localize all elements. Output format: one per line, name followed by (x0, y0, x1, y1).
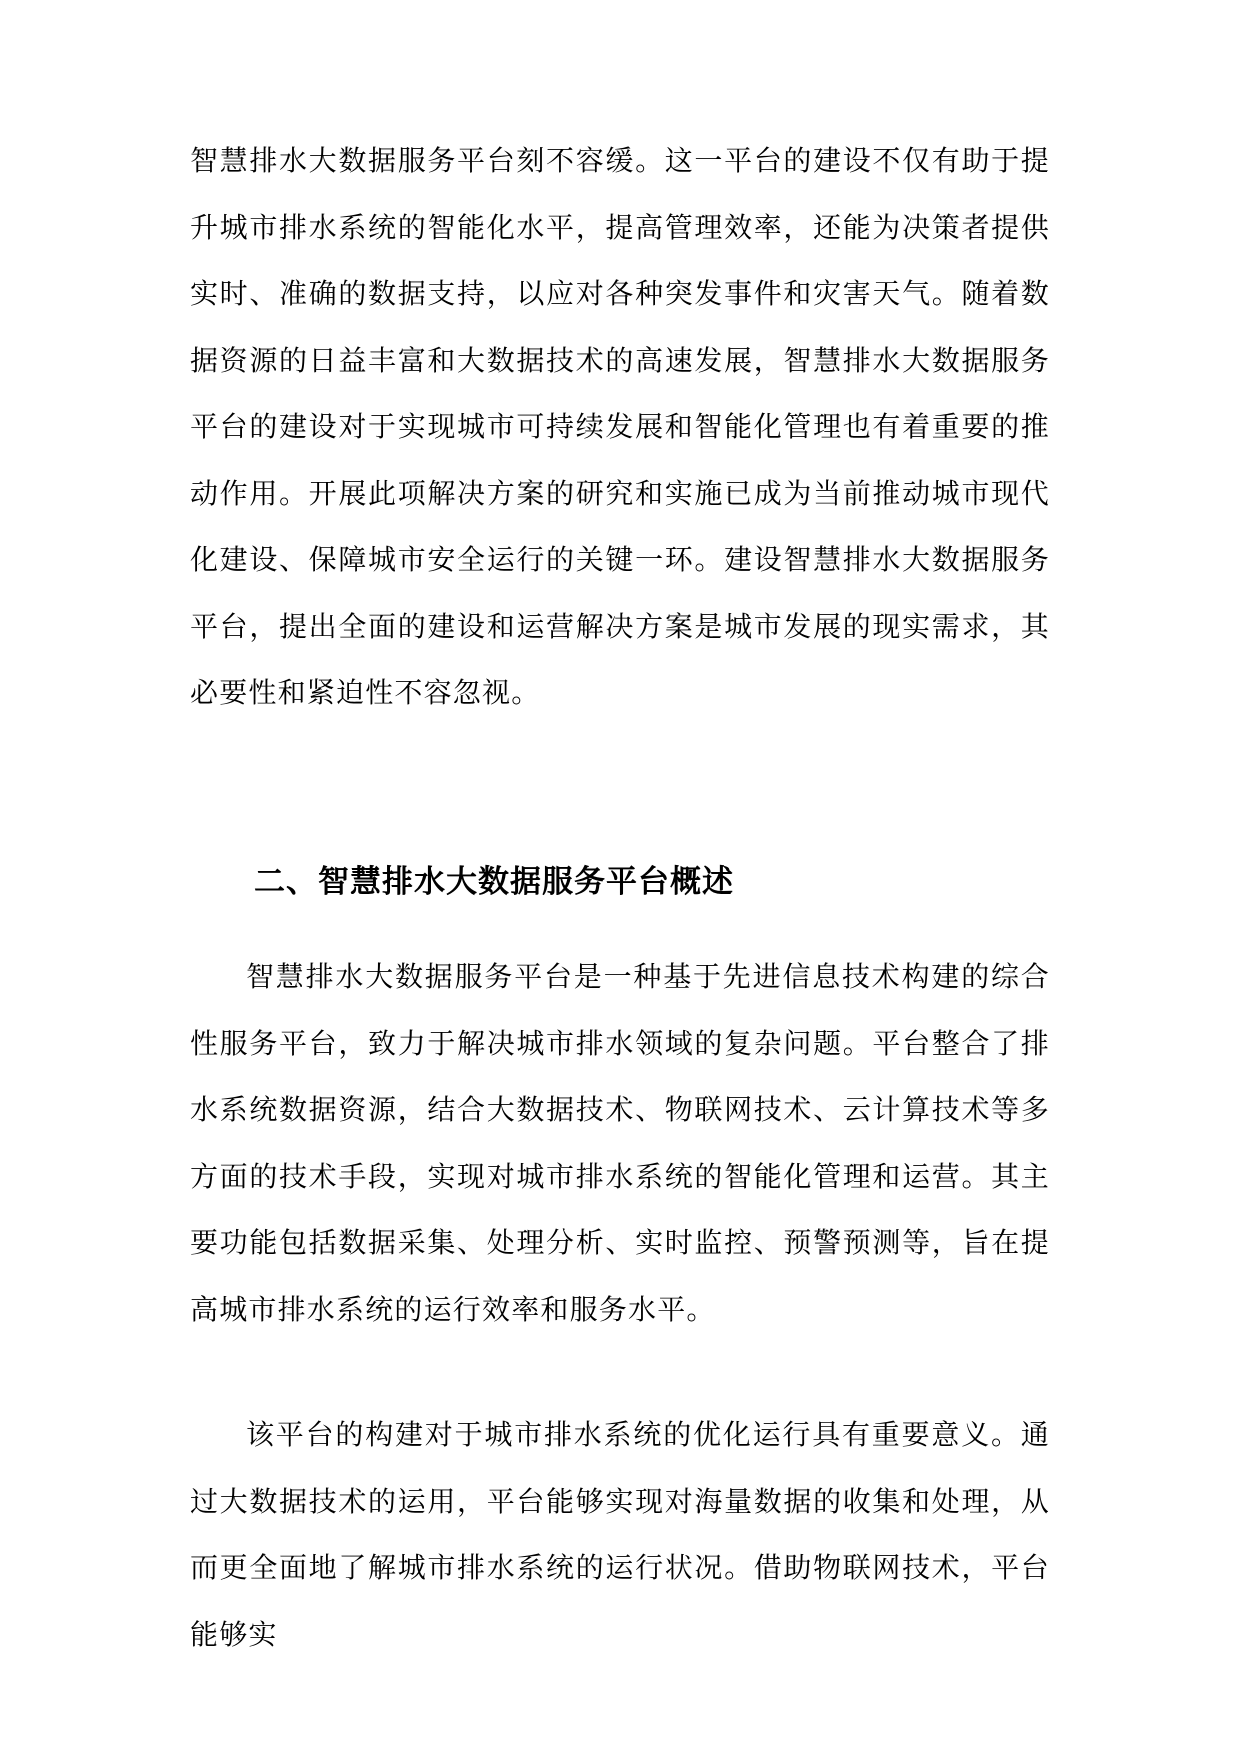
body-paragraph-1: 智慧排水大数据服务平台刻不容缓。这一平台的建设不仅有助于提升城市排水系统的智能化水平，提高管理效率，还能为决策者提供实时、准确的数据支持，以应对各种突发事件和灾害天气。随着数据资源的日益丰富和大数据技术的高速发展，智慧排水大数据服务平台的建设对于实现城市可持续发展和智能化管理也有着重要的推动作用。开展此项解决方案的研究和实施已成为当前推动城市现代化建设、保障城市安全运行的关键一环。建设智慧排水大数据服务平台，提出全面的建设和运营解决方案是城市发展的现实需求，其必要性和紧迫性不容忽视。 (190, 144, 1050, 709)
body-paragraph-2: 智慧排水大数据服务平台是一种基于先进信息技术构建的综合性服务平台，致力于解决城市排水领域的复杂问题。平台整合了排水系统数据资源，结合大数据技术、物联网技术、云计算技术等多方面的技术手段，实现对城市排水系统的智能化管理和运营。其主要功能包括数据采集、处理分析、实时监控、预警预测等，旨在提高城市排水系统的运行效率和服务水平。 (190, 960, 1050, 1326)
section-heading: 二、智慧排水大数据服务平台概述 (254, 864, 734, 900)
body-paragraph-3: 该平台的构建对于城市排水系统的优化运行具有重要意义。通过大数据技术的运用，平台能够实现对海量数据的收集和处理，从而更全面地了解城市排水系统的运行状况。借助物联网技术，平台能够实 (190, 1418, 1050, 1651)
